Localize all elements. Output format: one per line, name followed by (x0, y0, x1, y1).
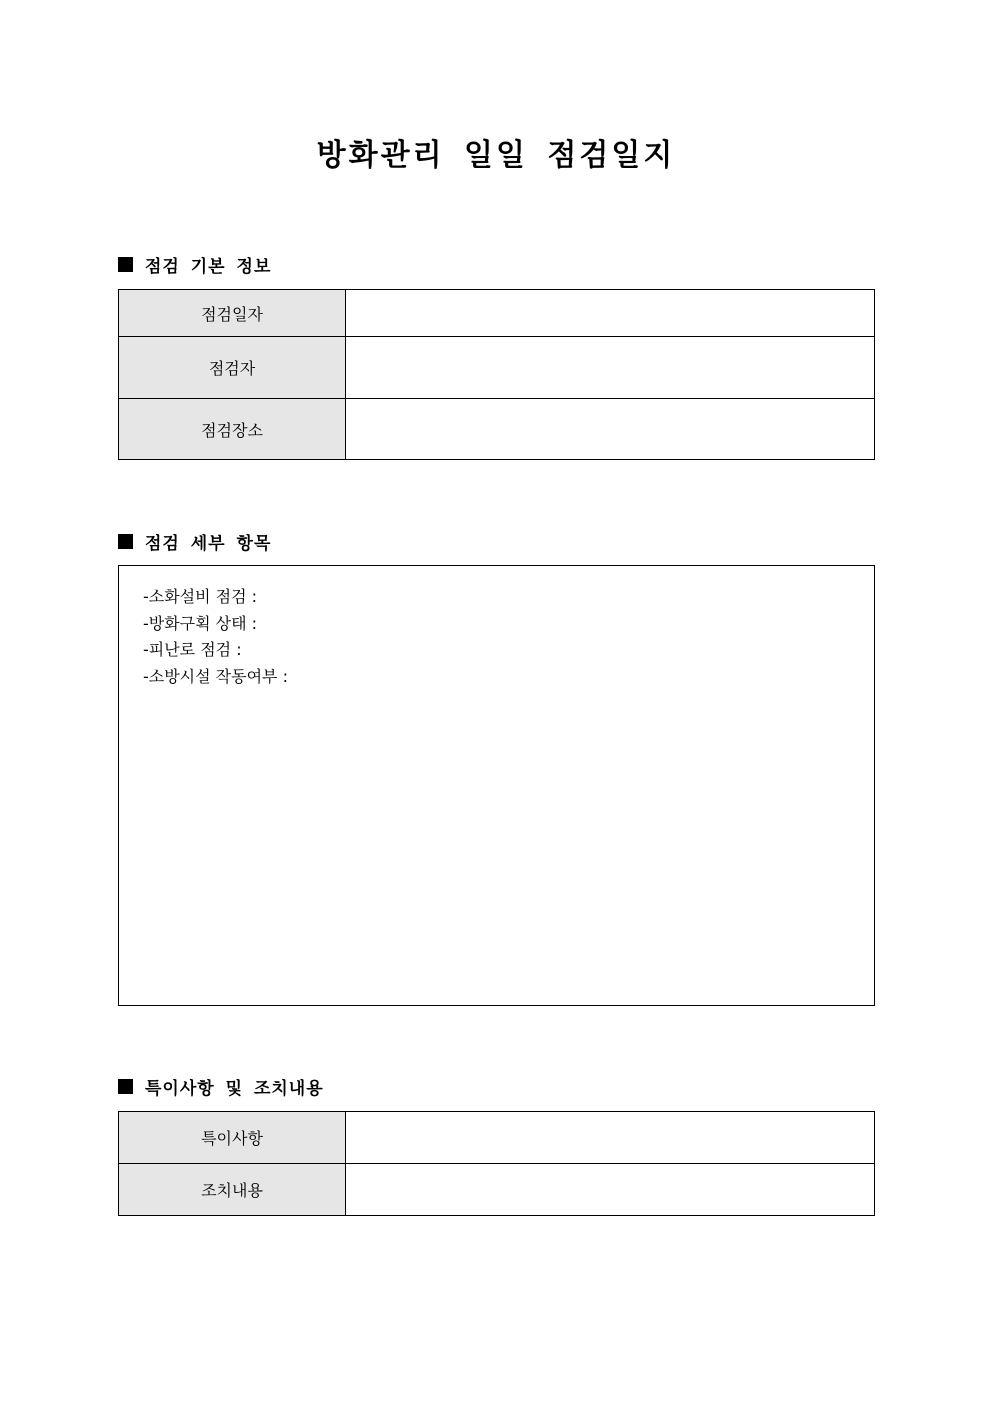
inspection-date-field[interactable] (346, 290, 875, 337)
table-row (119, 290, 875, 337)
list-item: -방화구획 상태 : (143, 613, 258, 633)
table-row (119, 399, 875, 460)
section-heading-basic-info (118, 251, 271, 277)
inspector-field[interactable] (346, 337, 875, 399)
inspection-date-label: 점검일자 (119, 290, 346, 337)
table-row (119, 1164, 875, 1216)
square-bullet-icon (118, 1079, 133, 1094)
inspection-location-label: 점검장소 (119, 399, 346, 460)
list-item: -소방시설 작동여부 : (143, 666, 288, 686)
table-row (119, 1112, 875, 1164)
inspection-location-field[interactable] (346, 399, 875, 460)
inspector-label: 점검자 (119, 337, 346, 399)
section-heading-text: 점검 세부 항목 (145, 533, 272, 554)
document-title: 방화관리 일일 점검일지 (316, 138, 676, 173)
square-bullet-icon (118, 257, 133, 272)
notes-table (118, 1111, 875, 1216)
section-heading-notes (118, 1073, 324, 1099)
list-item: -소화설비 점검 : (143, 587, 258, 606)
basic-info-table (118, 289, 875, 460)
square-bullet-icon (118, 534, 133, 549)
detail-items-list (119, 566, 874, 690)
list-item: -피난로 점검 : (143, 640, 242, 659)
section-heading-text: 점검 기본 정보 (145, 256, 272, 277)
detail-items-box[interactable] (118, 565, 875, 1006)
special-notes-field[interactable] (346, 1112, 875, 1164)
action-taken-label: 조치내용 (119, 1164, 346, 1216)
section-heading-text: 특이사항 및 조치내용 (145, 1078, 324, 1099)
special-notes-label: 특이사항 (119, 1112, 346, 1164)
action-taken-field[interactable] (346, 1164, 875, 1216)
table-row (119, 337, 875, 399)
section-heading-detail-items (118, 528, 271, 554)
